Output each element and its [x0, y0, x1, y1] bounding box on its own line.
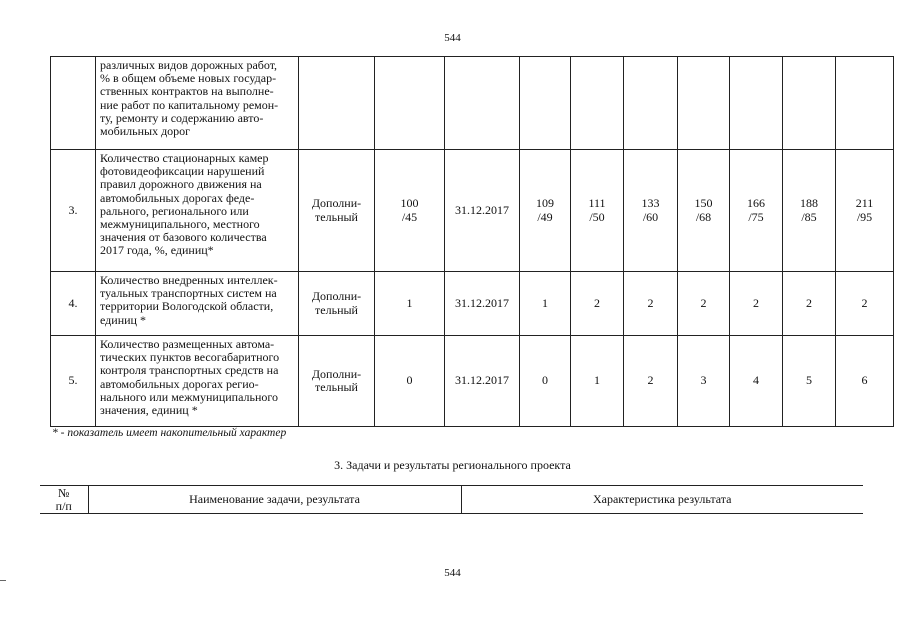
year-value	[783, 336, 836, 427]
year-value	[678, 272, 730, 336]
indicator-name-line: Количество размещенных автома-	[100, 337, 275, 351]
year-value	[678, 57, 730, 150]
tasks-col-num-line: №	[58, 485, 70, 500]
year-value-line: 5	[806, 373, 812, 388]
year-value	[571, 336, 624, 427]
indicator-name-line: различных видов дорожных работ,	[100, 58, 278, 72]
indicator-name	[96, 272, 299, 336]
indicator-type	[299, 272, 375, 336]
year-value	[624, 57, 678, 150]
indicator-name-line: мобильных дорог	[100, 124, 191, 139]
year-value-line: 1	[594, 373, 600, 388]
base-date: 31.12.2017	[445, 336, 520, 427]
year-value	[730, 272, 783, 336]
year-value	[836, 150, 894, 272]
year-value	[836, 57, 894, 150]
row-number	[51, 57, 96, 150]
year-value-line: 2	[594, 295, 600, 310]
year-value-line: /60	[642, 209, 659, 224]
year-value	[520, 57, 571, 150]
base-date	[445, 57, 520, 150]
indicator-name-line: ту, ремонту и содержанию авто-	[100, 110, 264, 125]
indicator-name-line: значения от базового количества	[100, 230, 267, 245]
year-value-line: 4	[753, 373, 759, 388]
year-value-line: 188	[800, 196, 818, 211]
year-value	[678, 336, 730, 427]
year-value-line: 150	[694, 196, 713, 211]
year-value	[730, 57, 783, 150]
indicator-name-line: автомобильных дорогах феде-	[100, 190, 255, 205]
indicator-name-line: фотовидеофиксации нарушений	[100, 164, 265, 179]
indicator-name	[96, 57, 299, 150]
year-value-line: 111	[588, 196, 606, 211]
year-value	[520, 150, 571, 272]
tasks-table-header	[40, 486, 863, 514]
base-value-line: 1	[406, 295, 413, 310]
year-value	[783, 272, 836, 336]
indicator-type-line: Дополни-	[311, 196, 362, 211]
year-value	[678, 150, 730, 272]
year-value	[624, 272, 678, 336]
indicator-type-line: тельный	[315, 302, 358, 317]
year-value	[730, 150, 783, 272]
tasks-col-num-line: п/п	[55, 498, 72, 513]
year-value-line: 6	[861, 373, 868, 388]
indicator-name-line: туальных транспортных систем на	[100, 286, 277, 301]
base-date: 31.12.2017	[445, 150, 520, 272]
base-value	[375, 150, 445, 272]
year-value-line: 1	[542, 295, 548, 310]
year-value-line: 0	[542, 373, 548, 388]
indicator-name-line: тических пунктов весогабаритного	[100, 350, 280, 365]
tasks-col-name: Наименование задачи, результата	[88, 486, 461, 514]
indicator-type-line: Дополни-	[311, 366, 362, 381]
year-value-line: 2	[647, 373, 654, 388]
base-date: 31.12.2017	[445, 272, 520, 336]
indicator-name-line: единиц *	[100, 312, 146, 327]
indicator-name-line: ние работ по капитальному ремон-	[100, 97, 279, 112]
year-value-line: 2	[806, 295, 812, 310]
table-row	[51, 272, 894, 336]
page-number-top: 544	[444, 32, 461, 44]
table-row	[51, 336, 894, 427]
indicator-name-line: Количество стационарных камер	[100, 151, 269, 165]
year-value-line: /95	[856, 209, 873, 224]
page-number-bottom: 544	[444, 567, 461, 579]
indicator-name-line: правил дорожного движения на	[100, 177, 262, 192]
indicator-name	[96, 150, 299, 272]
indicator-name	[96, 336, 299, 427]
year-value	[571, 150, 624, 272]
year-value-line: 133	[641, 196, 660, 211]
year-value-line: 166	[747, 196, 765, 211]
indicator-name-line: ственных контрактов на выполне-	[100, 84, 274, 99]
year-value	[624, 336, 678, 427]
row-number: 3.	[51, 150, 96, 272]
indicator-name-line: рального, регионального или	[100, 203, 249, 218]
year-value-line: 211	[855, 196, 874, 211]
indicator-type-line: тельный	[315, 209, 358, 224]
year-value	[783, 150, 836, 272]
base-value	[375, 336, 445, 427]
year-value-line: /49	[537, 209, 553, 224]
year-value	[624, 150, 678, 272]
indicator-name-line: межмуниципального, местного	[100, 217, 260, 232]
indicator-name-line: 2017 года, %, единиц*	[100, 243, 214, 258]
year-value-line: /68	[695, 209, 712, 224]
indicator-name-line: % в общем объеме новых государ-	[100, 71, 277, 86]
indicator-name-line: значения, единиц *	[100, 403, 198, 418]
footnote: * - показатель имеет накопительный характер	[52, 427, 287, 439]
indicator-type	[299, 57, 375, 150]
year-value-line: 2	[647, 295, 654, 310]
indicator-type-line: Дополни-	[311, 289, 362, 304]
year-value-line: /75	[748, 209, 764, 224]
base-value	[375, 57, 445, 150]
year-value-line: /50	[589, 209, 605, 224]
year-value	[571, 272, 624, 336]
year-value-line: 2	[753, 295, 759, 310]
table-row	[51, 150, 894, 272]
year-value-line: 109	[536, 196, 554, 211]
base-value-line: /45	[401, 209, 418, 224]
base-value-line: 100	[400, 196, 419, 211]
year-value-line: 3	[700, 373, 707, 388]
tasks-col-num	[40, 486, 88, 514]
tasks-table	[40, 485, 863, 514]
year-value-line: 2	[700, 295, 707, 310]
base-value	[375, 272, 445, 336]
year-value	[783, 57, 836, 150]
tasks-col-result: Характеристика результата	[461, 486, 863, 514]
year-value	[520, 272, 571, 336]
year-value	[520, 336, 571, 427]
section-title: 3. Задачи и результаты регионального проекта	[334, 458, 571, 472]
scan-edge-mark	[0, 580, 6, 581]
indicator-name-line: автомобильных дорогах регио-	[100, 376, 259, 391]
table-row	[51, 57, 894, 150]
indicator-name-line: нального или межмуниципального	[100, 389, 279, 404]
year-value	[836, 336, 894, 427]
indicator-type	[299, 150, 375, 272]
year-value	[571, 57, 624, 150]
year-value-line: /85	[801, 209, 817, 224]
indicator-name-line: территории Вологодской области,	[100, 299, 274, 314]
base-value-line: 0	[406, 373, 413, 388]
indicator-name-line: Количество внедренных интеллек-	[100, 273, 278, 287]
year-value	[730, 336, 783, 427]
indicators-table	[50, 56, 894, 427]
row-number: 5.	[51, 336, 96, 427]
indicator-name-line: контроля транспортных средств на	[100, 363, 279, 378]
indicator-type-line: тельный	[315, 380, 358, 394]
year-value-line: 2	[861, 295, 868, 310]
year-value	[836, 272, 894, 336]
row-number: 4.	[51, 272, 96, 336]
indicator-type	[299, 336, 375, 427]
